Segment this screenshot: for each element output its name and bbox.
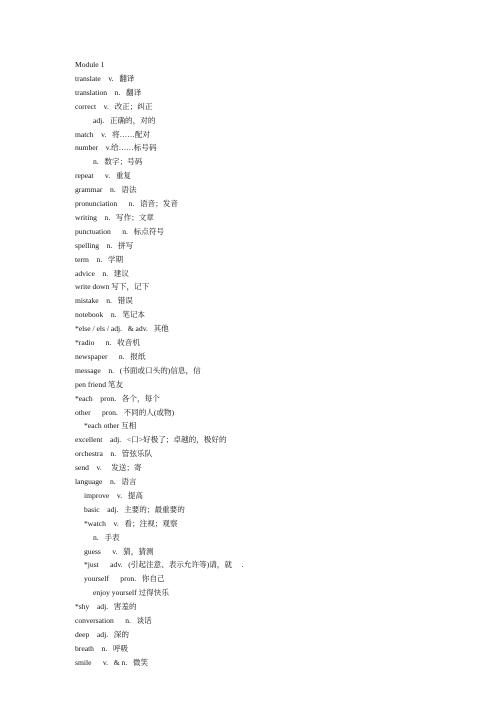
vocab-line: number v.给……标号码	[75, 143, 157, 153]
vocab-line: other pron. 不同的人(或物)	[75, 407, 175, 417]
vocab-line: correct v. 改正；纠正	[75, 101, 153, 111]
vocab-line: excellent adj. <口>好极了；卓越的，极好的	[75, 435, 227, 445]
module-title: Module 1	[75, 60, 105, 69]
vocab-line: *each other 互相	[84, 421, 137, 431]
vocab-line: *radio n. 收音机	[75, 338, 140, 347]
vocab-line: spelling n. 拼写	[75, 240, 134, 250]
vocab-line: writing n. 写作；文章	[75, 212, 154, 222]
vocab-line: message n. (书面或口头的)信息，信	[75, 365, 201, 375]
vocab-line: *shy adj. 害羞的	[75, 602, 137, 612]
vocab-line: mistake n. 错误	[75, 296, 133, 306]
vocab-line: repeat v. 重复	[75, 171, 132, 181]
vocab-line: *each pron. 各个，每个	[75, 393, 160, 403]
vocab-line: newspaper n. 报纸	[75, 351, 146, 361]
vocab-line: improve v. 提高	[84, 490, 143, 500]
vocab-line: pronunciation n. 语音；发音	[75, 199, 178, 208]
vocab-line: n. 手表	[93, 532, 120, 542]
vocab-line: send v. 发送；寄	[75, 463, 142, 473]
vocab-line: translation n. 翻译	[75, 87, 142, 97]
vocab-line: breath n. 呼吸	[75, 643, 129, 653]
vocab-line: yourself pron. 你自己	[84, 574, 165, 584]
vocab-line: *else / els / adj. & adv. 其他	[75, 324, 169, 334]
vocab-line: basic adj. 主要的；最重要的	[84, 504, 185, 514]
vocab-line: language n. 语言	[75, 477, 137, 486]
vocab-line: write down 写下，记下	[75, 282, 150, 292]
vocab-line: *watch v. 看；注视；观察	[84, 518, 178, 528]
vocab-line: translate v. 翻译	[75, 73, 135, 83]
vocab-line: guess v. 猜，猜测	[84, 546, 154, 556]
vocab-line: deep adj. 深的	[75, 629, 129, 639]
vocab-line: adj. 正确的，对的	[93, 115, 156, 125]
vocab-line: n. 数字；号码	[93, 157, 143, 167]
vocab-line: match v. 将……配对	[75, 129, 151, 139]
vocab-line: smile v. & n. 微笑	[75, 657, 149, 667]
vocab-line: punctuation n. 标点符号	[75, 226, 165, 236]
vocab-line: *just adv. (引起注意、表示允许等)请，就 .	[84, 560, 244, 570]
vocab-line: enjoy yourself 过得快乐	[93, 588, 169, 598]
vocab-line: term n. 学期	[75, 254, 124, 264]
vocab-line: orchestra n. 管弦乐队	[75, 449, 153, 459]
vocab-line: advice n. 建议	[75, 268, 129, 278]
vocab-line: pen friend 笔友	[75, 379, 124, 389]
vocab-line: conversation n. 谈话	[75, 616, 152, 625]
vocab-line: notebook n. 笔记本	[75, 310, 146, 320]
vocab-line: grammar n. 语法	[75, 185, 137, 195]
